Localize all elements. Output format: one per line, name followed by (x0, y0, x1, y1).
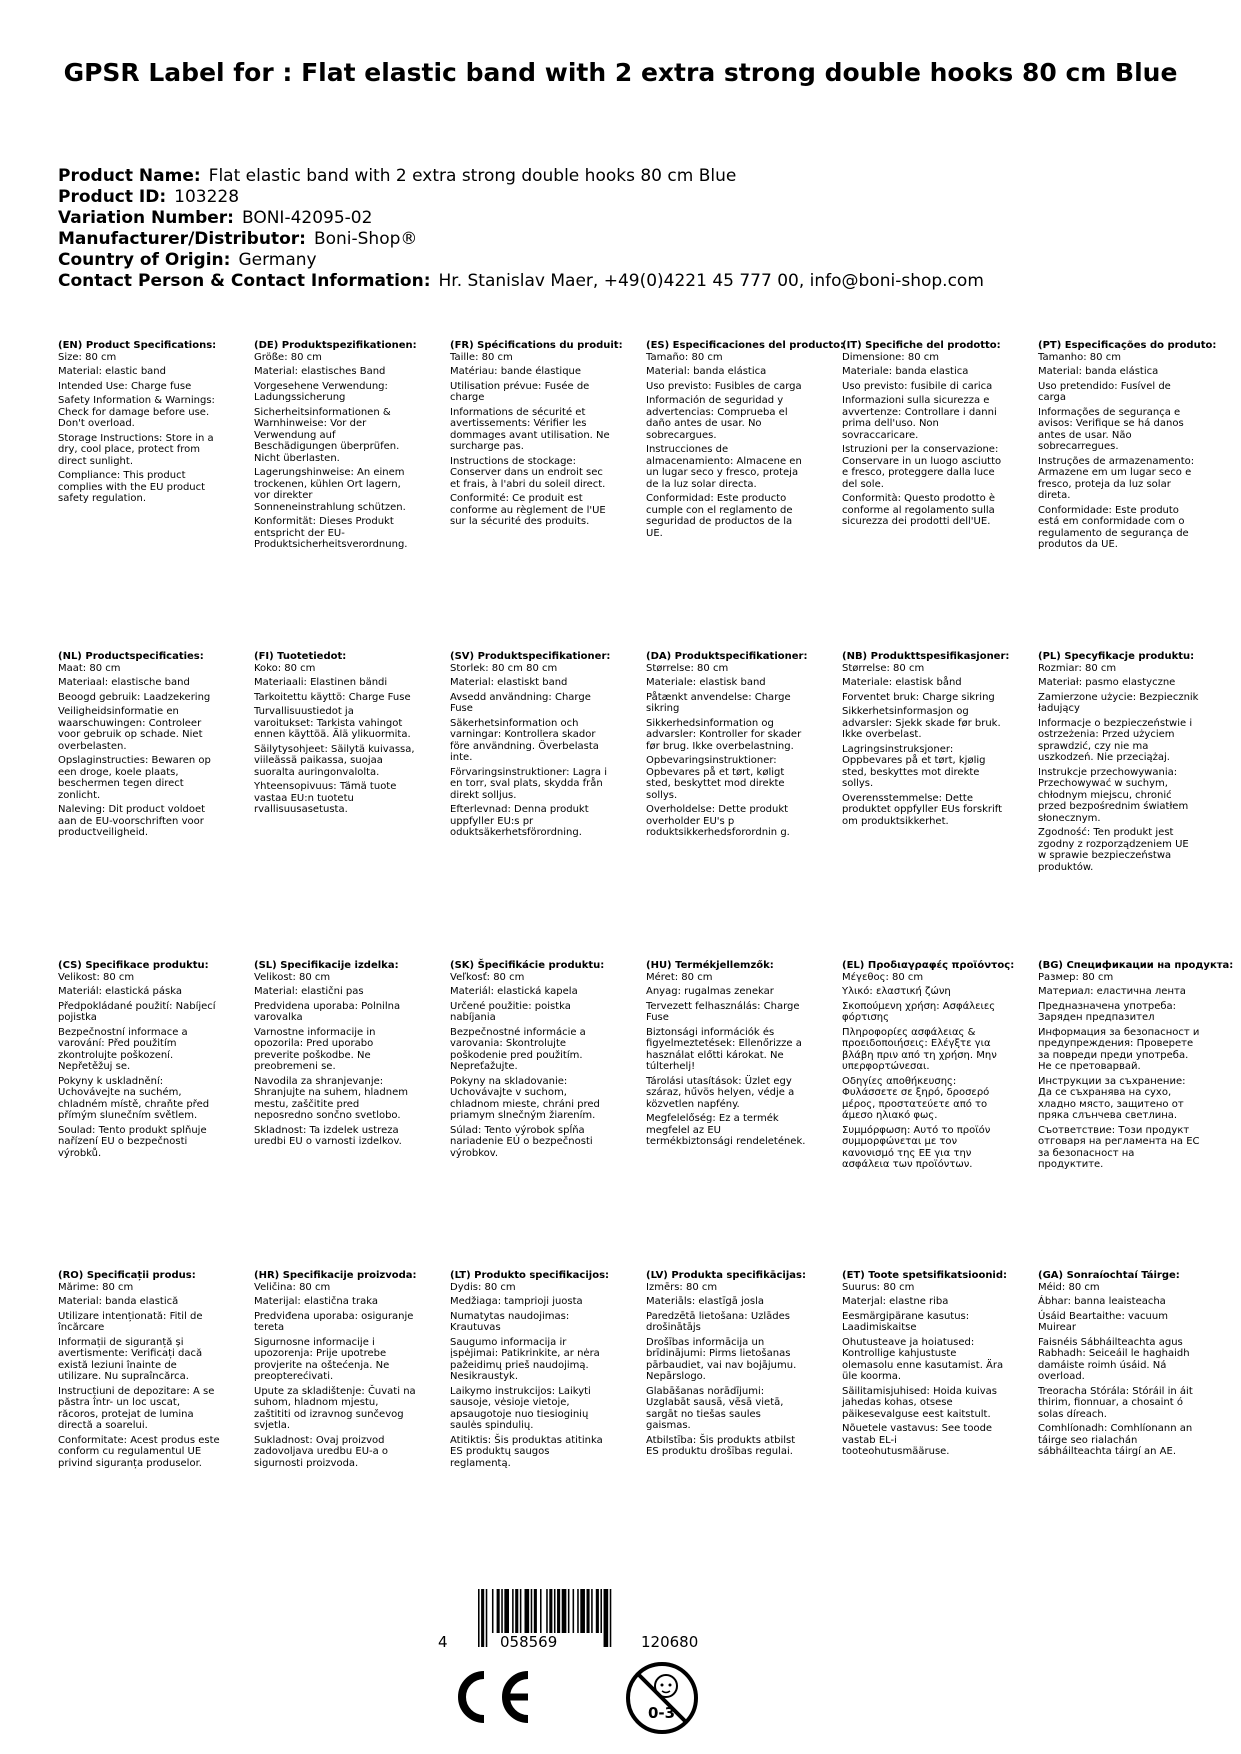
spec-line: Atbilstība: Šis produkts atbilst ES produktu drošības regulai. (646, 1434, 796, 1457)
spec-line: Material: elastic band (58, 366, 166, 377)
spec-line: Súlad: Tento výrobok spĺňa nariadenie EÚ o bezpečnosti výrobkov. (450, 1124, 593, 1159)
barcode-bar (501, 1589, 503, 1633)
spec-block (646, 651, 808, 842)
barcode-bar (540, 1589, 542, 1633)
spec-line: Safety Information & Warnings: Check for damage before use. Don't overload. (58, 395, 215, 429)
spec-line: Lagerungshinweise: An einem trockenen, kühlen Ort lagern, vor direkter Sonneneinstrahlung schützen. (254, 467, 406, 513)
barcode-bar (562, 1589, 567, 1633)
spec-line: Conformità: Questo prodotto è conforme al regolamento sulla sicurezza dei prodotti dell'UE. (842, 493, 996, 527)
not-for-children-0-3-icon (624, 1660, 700, 1736)
spec-line: Material: elastični pas (254, 986, 364, 997)
spec-header: (PT) Especificações do produto: (1038, 340, 1217, 351)
spec-line: Størrelse: 80 cm (646, 662, 729, 674)
spec-block (450, 340, 623, 531)
spec-block (1038, 1270, 1200, 1461)
spec-line: Atitiktis: Šis produktas atitinka ES produktų saugos reglamentą. (450, 1434, 603, 1469)
spec-header: (SV) Produktspecifikationer: (450, 651, 611, 662)
barcode-bar (481, 1589, 484, 1647)
spec-line: Υλικό: ελαστική ζώνη (842, 986, 951, 997)
barcode-bar (520, 1589, 522, 1633)
spec-line: Materiale: elastisk band (646, 677, 766, 688)
spec-line: Størrelse: 80 cm (842, 662, 925, 674)
age-range-label: 0-3 (648, 1704, 676, 1722)
spec-line: Turvallisuustiedot ja varoitukset: Tarkista vahingot ennen käyttöä. Älä ylikuormita. (254, 706, 411, 740)
spec-line: Eesmärgipärane kasutus: Laadimiskaitse (842, 1310, 970, 1333)
spec-header: (DE) Produktspezifikationen: (254, 340, 417, 351)
spec-line: Storage Instructions: Store in a dry, cool place, protect from direct sunlight. (58, 432, 214, 467)
info-value: Flat elastic band with 2 extra strong double hooks 80 cm Blue (208, 166, 737, 186)
spec-header: (LV) Produkta specifikācijas: (646, 1270, 806, 1281)
spec-line: Instrucțiuni de depozitare: A se păstra într- un loc uscat, răcoros, protejat de lumina directă a soarelui. (58, 1385, 215, 1431)
info-label: Product Name: (58, 166, 201, 186)
spec-line: Materiaali: Elastinen bändi (254, 677, 388, 688)
spec-line: Megfelelőség: Ez a termék megfelel az EU termékbiztonsági rendeletének. (646, 1113, 806, 1147)
spec-line: Uso previsto: Fusibles de carga (646, 380, 802, 392)
barcode-bar (531, 1589, 533, 1633)
spec-line: Conformité: Ce produit est conforme au règlement de l'UE sur la sécurité des produits. (450, 493, 606, 527)
spec-line: Conformidade: Este produto está em conformidade com o regulamento de segurança de produtos da UE. (1038, 504, 1189, 550)
spec-line: Taille: 80 cm (450, 351, 513, 363)
spec-block (254, 1270, 416, 1472)
spec-block (842, 960, 1015, 1174)
spec-line: Säilytysohjeet: Säilytä kuivassa, viileässä paikassa, suojaa suoralta auringonvalolta. (254, 743, 415, 778)
spec-line: Instrucciones de almacenamiento: Almacene en un lugar seco y fresco, proteja de la luz solar directa. (646, 444, 802, 490)
info-value: BONI-42095-02 (241, 208, 373, 228)
barcode-bar (568, 1589, 570, 1633)
spec-line: Säkerhetsinformation och varningar: Kontrollera skador före användning. Överbelasta inte. (450, 717, 599, 763)
info-country (58, 250, 1188, 271)
spec-line: Conformidad: Este producto cumple con el reglamento de seguridad de productos de la UE. (646, 493, 793, 539)
spec-line: Informations de sécurité et avertissements: Vérifier les dommages avant utilisation. Ne surcharge pas. (450, 406, 610, 452)
info-value: Germany (238, 250, 317, 270)
spec-header: (EN) Product Specifications: (58, 340, 217, 351)
spec-header: (BG) Спецификации на продукта: (1038, 960, 1234, 971)
spec-header: (EL) Προδιαγραφές προϊόντος: (842, 960, 1015, 971)
spec-header: (ES) Especificaciones del producto: (646, 340, 845, 351)
spec-header: (LT) Produkto specifikacijos: (450, 1270, 610, 1281)
spec-line: Инструкции за съхранение: Да се съхранява на сухо, хладно място, защитено от пряка слънчева светлина. (1038, 1075, 1186, 1121)
spec-line: Οδηγίες αποθήκευσης: Φυλάσσετε σε ξηρό, δροσερό μέρος, προστατεύετε από το άμεσο ηλιακό φως. (842, 1075, 990, 1121)
ce-mark-icon (448, 1667, 534, 1727)
spec-line: Sicherheitsinformationen & Warnhinweise: Vor der Verwendung auf Beschädigungen überprüfen. Nicht überlasten. (254, 406, 400, 464)
barcode-bar (580, 1589, 585, 1633)
barcode-bar (534, 1589, 537, 1633)
spec-header: (GA) Sonraíochtaí Táirge: (1038, 1270, 1180, 1281)
spec-block (646, 1270, 808, 1461)
spec-line: Rozmiar: 80 cm (1038, 662, 1117, 674)
spec-line: Materiale: elastisk bånd (842, 677, 962, 688)
spec-line: Konformität: Dieses Produkt entspricht der EU-Produktsicherheitsverordnung. (254, 516, 408, 550)
spec-line: Zamierzone użycie: Bezpiecznik ładujący (1038, 691, 1199, 714)
spec-block (646, 960, 808, 1151)
spec-header: (NL) Productspecificaties: (58, 651, 204, 662)
spec-line: Predviđena uporaba: osiguranje tereta (254, 1310, 414, 1333)
barcode-bar (573, 1589, 575, 1633)
spec-line: Navodila za shranjevanje: Shranjujte na suhem, hladnem mestu, zaščitite pred neposredno sončno svetlobo. (254, 1075, 409, 1121)
spec-header: (NB) Produkttspesifikasjoner: (842, 651, 1010, 662)
spec-line: Informações de segurança e avisos: Verifique se há danos antes de usar. Não sobrecarregues. (1038, 406, 1184, 452)
spec-header: (FR) Spécifications du produit: (450, 340, 623, 351)
barcode-bar (596, 1589, 599, 1633)
spec-line: Σκοπούμενη χρήση: Ασφάλειες φόρτισης (842, 1000, 996, 1023)
spec-block (450, 960, 612, 1162)
info-label: Product ID: (58, 187, 167, 207)
spec-header: (HR) Specifikacije proizvoda: (254, 1270, 417, 1281)
spec-line: Vorgesehene Verwendung: Ladungssicherung (254, 380, 388, 403)
info-label: Contact Person & Contact Information: (58, 271, 431, 291)
product-info (58, 166, 1188, 292)
barcode-bar (512, 1589, 514, 1633)
spec-line: Instrukcje przechowywania: Przechowywać w suchym, chłodnym miejscu, chronić przed bezpośrednim światłem słonecznym. (1038, 766, 1189, 824)
spec-line: Veličina: 80 cm (254, 1281, 331, 1293)
spec-line: Size: 80 cm (58, 351, 117, 363)
spec-line: Efterlevnad: Denna produkt uppfyller EU:s pr oduktsäkerhetsförordning. (450, 804, 589, 838)
spec-line: Intended Use: Charge fuse (58, 380, 192, 392)
spec-line: Materjal: elastne riba (842, 1296, 949, 1307)
barcode-bar (504, 1589, 509, 1633)
spec-line: Beoogd gebruik: Laadzekering (58, 691, 211, 703)
spec-line: Materiāls: elastīgā josla (646, 1296, 765, 1307)
spec-line: Zgodność: Ten produkt jest zgodny z rozporządzeniem UE w sprawie bezpieczeństwa produktów. (1038, 827, 1189, 873)
spec-line: Informații de siguranță și avertismente: Verificați dacă există leziuni înainte de utilizare. Nu supraîncărca. (58, 1336, 203, 1382)
barcode-digits-left: 058569 (500, 1633, 558, 1651)
spec-line: Overensstemmelse: Dette produktet oppfyller EUs forskrift om produktsikkerhet. (842, 792, 1003, 827)
spec-line: Uso previsto: fusibile di carica (842, 380, 993, 392)
spec-line: Mărime: 80 cm (58, 1281, 134, 1293)
info-label: Manufacturer/Distributor: (58, 229, 306, 249)
info-value: Boni-Shop® (313, 229, 418, 249)
spec-line: Pokyny k uskladnění: Uchovávejte na suchém, chladném místě, chraňte před přímým slunečním světlem. (58, 1075, 210, 1121)
info-manufacturer (58, 229, 1188, 250)
barcode-bar (525, 1589, 530, 1633)
spec-line: Informacje o bezpieczeństwie i ostrzeżenia: Przed użyciem sprawdzić, czy nie ma uszkodzeń. Nie przeciążaj. (1038, 717, 1193, 763)
spec-block (58, 651, 220, 842)
spec-header: (RO) Specificații produs: (58, 1270, 196, 1281)
spec-line: Materiaal: elastische band (58, 677, 190, 688)
spec-line: Biztonsági információk és figyelmeztetések: Ellenőrizze a használat előtti károkat. Ne túlterhelj! (646, 1026, 802, 1072)
spec-block (646, 340, 845, 542)
spec-line: Tamaño: 80 cm (646, 351, 723, 363)
spec-line: Yhteensopivuus: Tämä tuote vastaa EU:n tuotetu rvallisuusasetusta. (254, 781, 397, 815)
spec-line: Uso pretendido: Fusível de carga (1038, 380, 1171, 403)
spec-line: Sikkerhetsinformasjon og advarsler: Sjekk skade før bruk. Ikke overbelast. (842, 706, 1001, 740)
spec-line: Overholdelse: Dette produkt overholder EU's p roduktsikkerhedsforordnin g. (646, 804, 790, 838)
info-product-id (58, 187, 1188, 208)
spec-line: Informazioni sulla sicurezza e avvertenze: Controllare i danni prima dell'uso. Non sovraccaricare. (842, 395, 997, 441)
barcode-bar (554, 1589, 556, 1633)
spec-header: (IT) Specifiche del prodotto: (842, 340, 1001, 351)
barcode-bar (587, 1589, 590, 1633)
spec-line: Comhlíonadh: Comhlíonann an táirge seo rialachán sábháilteachta táirgí an AE. (1038, 1423, 1193, 1457)
spec-line: Izmērs: 80 cm (646, 1281, 718, 1293)
info-contact (58, 271, 1188, 292)
spec-line: Συμμόρφωση: Αυτό το προϊόν συμμορφώνεται με τον κανονισμό της ΕΕ για την ασφάλεια των προϊόντων. (842, 1124, 991, 1170)
spec-line: Matériau: bande élastique (450, 366, 582, 377)
spec-line: Размер: 80 cm (1038, 971, 1114, 983)
spec-block (450, 1270, 612, 1472)
info-label: Country of Origin: (58, 250, 231, 270)
barcode-digit-prefix: 4 (438, 1633, 448, 1651)
barcode-bar (497, 1589, 500, 1633)
spec-line: Pokyny na skladovanie: Uchovávajte v suchom, chladnom mieste, chráni pred priamym slnečným žiarením. (450, 1075, 600, 1121)
spec-line: Saugumo informacija ir įspėjimai: Patikrinkite, ar nėra pažeidimų prieš naudojimą. Nesikraustyk. (450, 1336, 600, 1382)
spec-line: Material: banda elastică (58, 1296, 179, 1307)
spec-line: Material: banda elástica (646, 366, 767, 377)
spec-line: Информация за безопасност и предупреждения: Проверете за повреди преди употреба. Не се претоварвай. (1038, 1026, 1200, 1072)
spec-line: Dimensione: 80 cm (842, 351, 939, 363)
barcode-bar (492, 1589, 494, 1633)
barcode-bar (591, 1589, 593, 1633)
spec-line: Säilitamisjuhised: Hoida kuivas jahedas kohas, otsese päikesevalguse eest kaitstult. (842, 1385, 998, 1420)
barcode-bar (549, 1589, 552, 1633)
spec-line: Tarkoitettu käyttö: Charge Fuse (254, 691, 411, 703)
spec-line: Materijal: elastična traka (254, 1296, 378, 1307)
barcode-bar (546, 1589, 548, 1633)
spec-line: Medžiaga: tamprioji juosta (450, 1296, 583, 1307)
spec-line: Nõuetele vastavus: See toode vastab EL-i tooteohutusmääruse. (842, 1423, 993, 1457)
spec-block (1038, 960, 1234, 1174)
spec-block (842, 651, 1010, 830)
info-value: Hr. Stanislav Maer, +49(0)4221 45 777 00, info@boni-shop.com (438, 271, 984, 291)
spec-line: Sigurnosne informacije i upozorenja: Prije upotrebe provjerite na oštećenja. Ne preopterećivati. (254, 1336, 390, 1382)
spec-line: Úsáid Beartaithe: vacuum Muirear (1038, 1310, 1168, 1333)
spec-line: Velikost: 80 cm (58, 971, 135, 983)
spec-line: Anyag: rugalmas zenekar (646, 986, 774, 997)
spec-line: Maat: 80 cm (58, 662, 121, 674)
spec-block (254, 960, 416, 1151)
barcode-bar (577, 1589, 579, 1633)
spec-line: Material: elastisches Band (254, 366, 386, 377)
spec-block (1038, 651, 1200, 876)
spec-line: Paredzētā lietošana: Uzlādes drošinātājs (646, 1310, 791, 1333)
spec-line: Laikymo instrukcijos: Laikyti sausoje, vėsioje vietoje, apsaugotoje nuo tiesioginių saulės spindulių. (450, 1385, 591, 1431)
spec-line: Suurus: 80 cm (842, 1281, 915, 1293)
spec-line: Instruções de armazenamento: Armazene em um lugar seco e fresco, proteja da luz solar direta. (1038, 455, 1195, 501)
spec-line: Istruzioni per la conservazione: Conservare in un luogo asciutto e fresco, proteggere dalla luce del sole. (842, 444, 1002, 490)
spec-header: (SL) Specifikacije izdelka: (254, 960, 399, 971)
spec-header: (PL) Specyfikacje produktu: (1038, 651, 1195, 662)
spec-line: Velikost: 80 cm (254, 971, 331, 983)
spec-line: Tamanho: 80 cm (1038, 351, 1121, 363)
spec-line: Ábhar: banna leaisteacha (1038, 1296, 1166, 1307)
info-label: Variation Number: (58, 208, 234, 228)
spec-line: Compliance: This product complies with the EU product safety regulation. (58, 470, 206, 504)
spec-line: Instructions de stockage: Conserver dans un endroit sec et frais, à l'abri du soleil direct. (450, 455, 606, 490)
barcode-bar (557, 1589, 560, 1633)
spec-line: Forventet bruk: Charge sikring (842, 691, 995, 703)
spec-line: Größe: 80 cm (254, 351, 322, 363)
spec-line: Numatytas naudojimas: Krautuvas (450, 1310, 570, 1333)
spec-line: Méid: 80 cm (1038, 1281, 1100, 1293)
spec-line: Předpokládané použití: Nabíjecí pojistka (58, 1000, 216, 1023)
spec-line: Opbevaringsinstruktioner: Opbevares på et tørt, køligt sted, beskyttet mod direkte sollys. (646, 755, 785, 801)
spec-line: Predvidena uporaba: Polnilna varovalka (254, 1000, 401, 1023)
spec-line: Naleving: Dit product voldoet aan de EU-voorschriften voor productveiligheid. (58, 804, 206, 838)
barcode-bar (600, 1589, 602, 1633)
spec-line: Materiale: banda elastica (842, 366, 969, 377)
spec-line: Glabāšanas norādījumi: Uzglabāt sausā, vēsā vietā, sargāt no tiešas saules gaismas. (646, 1385, 784, 1431)
spec-line: Bezpečnostné informácie a varovania: Skontrolujte poškodenie pred použitím. Nepreťažujte. (450, 1026, 586, 1072)
spec-line: Soulad: Tento produkt splňuje nařízení EU o bezpečnosti výrobků. (58, 1124, 207, 1159)
spec-line: Avsedd användning: Charge Fuse (450, 691, 591, 714)
spec-block (254, 651, 416, 819)
spec-block (842, 1270, 1008, 1461)
spec-line: Предназначена употреба: Заряден предпазител (1038, 1000, 1177, 1023)
spec-block (450, 651, 612, 842)
spec-line: Πληροφορίες ασφάλειας & προειδοποιήσεις: Ελέγξτε για βλάβη πριν από τη χρήση. Μην υπερφορτώνεσαι. (842, 1026, 997, 1072)
spec-line: Tervezett felhasználás: Charge Fuse (646, 1000, 800, 1023)
spec-line: Méret: 80 cm (646, 971, 713, 983)
spec-line: Ohutusteave ja hoiatused: Kontrollige kahjustuste olemasolu enne kasutamist. Ära üle koorma. (842, 1336, 1004, 1382)
spec-line: Materiál: elastická páska (58, 986, 182, 997)
spec-block (254, 340, 416, 554)
spec-line: Material: banda elástica (1038, 366, 1159, 377)
spec-line: Påtænkt anvendelse: Charge sikring (646, 691, 791, 714)
spec-header: (FI) Tuotetiedot: (254, 651, 347, 662)
spec-line: Sikkerhedsinformation og advarsler: Kontroller for skader før brug. Ikke overbelastning. (646, 717, 802, 752)
spec-line: Материал: еластична лента (1038, 986, 1186, 997)
spec-line: Utilizare intenționată: Fitil de încărcare (58, 1310, 203, 1333)
spec-line: Material: elastiskt band (450, 677, 568, 688)
spec-line: Treoracha Stórála: Stóráil in áit thirim, fionnuar, a chosaint ó solas díreach. (1038, 1385, 1193, 1420)
spec-line: Tárolási utasítások: Üzlet egy száraz, hűvös helyen, védje a közvetlen napfény. (646, 1075, 795, 1110)
barcode-bar (515, 1589, 518, 1633)
spec-line: Skladnost: Ta izdelek ustreza uredbi EU o varnosti izdelkov. (254, 1124, 402, 1147)
info-variation-number (58, 208, 1188, 229)
spec-line: Veľkosť: 80 cm (450, 971, 525, 983)
barcode-bar (610, 1589, 612, 1647)
spec-header: (ET) Toote spetsifikatsioonid: (842, 1270, 1008, 1281)
spec-line: Utilisation prévue: Fusée de charge (450, 380, 590, 403)
spec-line: Drošības informācija un brīdinājumi: Pirms lietošanas pārbaudiet, vai nav bojājumu. Nepārslogo. (646, 1336, 797, 1382)
spec-line: Dydis: 80 cm (450, 1281, 516, 1293)
spec-line: Conformitate: Acest produs este conform cu regulamentul UE privind siguranța produselor. (58, 1434, 220, 1469)
page-title: GPSR Label for : Flat elastic band with 2 extra strong double hooks 80 cm Blue (63, 58, 1178, 87)
spec-line: Materiál: elastická kapela (450, 986, 578, 997)
info-value: 103228 (174, 187, 240, 207)
spec-line: Koko: 80 cm (254, 662, 316, 674)
spec-block (1038, 340, 1217, 554)
spec-line: Förvaringsinstruktioner: Lagra i en torr, sval plats, skydda från direkt solljus. (450, 766, 607, 801)
spec-header: (SK) Špecifikácie produktu: (450, 960, 605, 971)
info-product-name (58, 166, 1188, 187)
spec-line: Určené použitie: poistka nabíjania (450, 1000, 571, 1023)
spec-block (842, 340, 1004, 531)
spec-line: Lagringsinstruksjoner: Oppbevares på et tørt, kjølig sted, beskyttes mot direkte sollys. (842, 743, 986, 789)
barcode-bar (486, 1589, 488, 1647)
spec-line: Sukladnost: Ovaj proizvod zadovoljava uredbu EU-a o sigurnosti proizvoda. (254, 1434, 389, 1469)
spec-block (58, 960, 220, 1162)
spec-line: Bezpečnostní informace a varování: Před použitím zkontrolujte poškození. Nepřetěžuj se. (58, 1026, 188, 1072)
spec-line: Μέγεθος: 80 cm (842, 971, 924, 983)
spec-line: Faisnéis Sábháilteachta agus Rabhadh: Seiceáil le haghaidh damáiste roimh úsáid. Ná overload. (1038, 1336, 1190, 1382)
spec-line: Съответствие: Този продукт отговаря на регламента на ЕС за безопасност на продуктите. (1038, 1124, 1200, 1170)
spec-line: Información de seguridad y advertencias: Comprueba el daño antes de usar. No sobrecargues. (646, 395, 788, 441)
barcode-bar (604, 1589, 609, 1647)
spec-header: (CS) Specifikace produktu: (58, 960, 209, 971)
spec-block (58, 1270, 220, 1472)
spec-line: Veiligheidsinformatie en waarschuwingen: Controleer voor gebruik op schade. Niet overbelasten. (58, 706, 203, 752)
spec-block (58, 340, 220, 508)
spec-line: Upute za skladištenje: Čuvati na suhom, hladnom mjestu, zaštititi od izravnog sunčevog svjetla. (254, 1385, 416, 1431)
spec-header: (HU) Termékjellemzők: (646, 960, 774, 971)
spec-line: Opslaginstructies: Bewaren op een droge, koele plaats, beschermen tegen direct zonlicht. (58, 755, 211, 801)
spec-line: Materiał: pasmo elastyczne (1038, 677, 1176, 688)
spec-header: (DA) Produktspecifikationer: (646, 651, 808, 662)
spec-line: Storlek: 80 cm 80 cm (450, 662, 558, 674)
barcode-bar (478, 1589, 480, 1647)
barcode-digits-right: 120680 (641, 1633, 699, 1651)
spec-line: Varnostne informacije in opozorila: Pred uporabo preverite poškodbe. Ne preobremeni se. (254, 1026, 376, 1072)
